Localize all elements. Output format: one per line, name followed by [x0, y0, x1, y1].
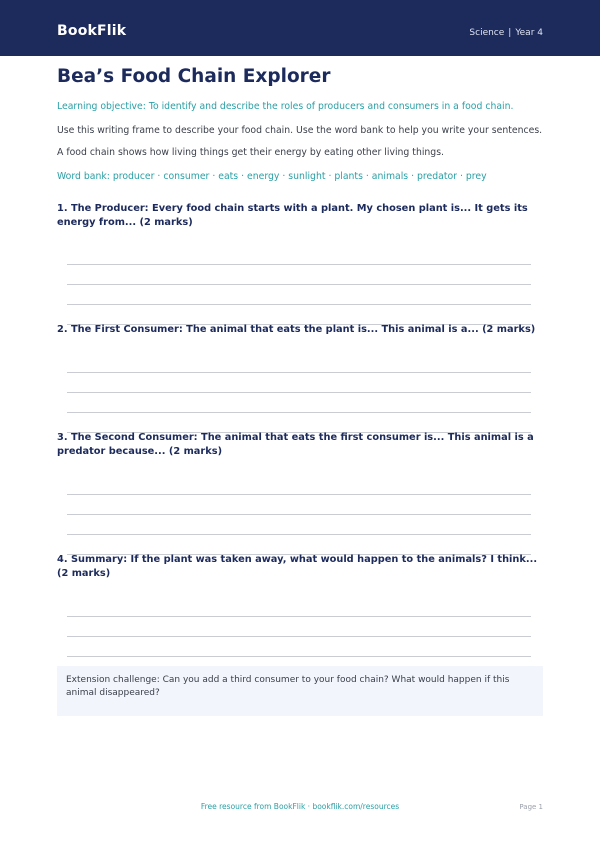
footer-link[interactable]: Free resource from BookFlik · bookflik.com/resources — [200, 802, 400, 811]
answer-line[interactable] — [67, 392, 531, 393]
learning-objective: Learning objective: To identify and describe the roles of producers and consumers in a food chain. — [57, 101, 514, 112]
question-3-prompt: 3. The Second Consumer: The animal that eats the first consumer is... This animal is a predator because... (2 marks) — [57, 432, 534, 457]
word-bank: Word bank: producer · consumer · eats · energy · sunlight · plants · animals · predator · prey — [57, 171, 487, 182]
question-2-prompt: 2. The First Consumer: The animal that eats the plant is... This animal is a... (2 marks) — [57, 324, 536, 335]
answer-line[interactable] — [67, 372, 531, 373]
answer-line[interactable] — [67, 514, 531, 515]
answer-line[interactable] — [67, 412, 531, 413]
worksheet-title: Bea’s Food Chain Explorer — [57, 66, 331, 87]
answer-line[interactable] — [67, 534, 531, 535]
answer-line[interactable] — [67, 656, 531, 657]
answer-line[interactable] — [67, 494, 531, 495]
answer-line[interactable] — [67, 284, 531, 285]
year-label: Year 4 — [515, 28, 543, 38]
instructions-text: Use this writing frame to describe your food chain. Use the word bank to help you write your sentences. — [57, 125, 543, 136]
brand-logo[interactable]: BookFlik — [57, 23, 127, 39]
subject-year-label — [469, 28, 543, 38]
extension-challenge-text: Extension challenge: Can you add a third consumer to your food chain? What would happen if this animal disappeared? — [66, 675, 510, 698]
question-1-prompt: 1. The Producer: Every food chain starts with a plant. My chosen plant is... It gets its energy from... (2 marks) — [57, 203, 528, 228]
answer-line[interactable] — [67, 304, 531, 305]
answer-line[interactable] — [67, 636, 531, 637]
answer-line[interactable] — [67, 264, 531, 265]
food-chain-definition: A food chain shows how living things get their energy by eating other living things. — [57, 147, 445, 158]
question-4-prompt: 4. Summary: If the plant was taken away, what would happen to the animals? I think... (2 marks) — [57, 554, 538, 579]
extension-challenge-box — [57, 666, 543, 716]
answer-line[interactable] — [67, 616, 531, 617]
meta-separator: | — [508, 28, 512, 38]
page-header — [0, 0, 600, 56]
subject-label: Science — [469, 28, 505, 38]
page-number: Page 1 — [519, 803, 543, 811]
